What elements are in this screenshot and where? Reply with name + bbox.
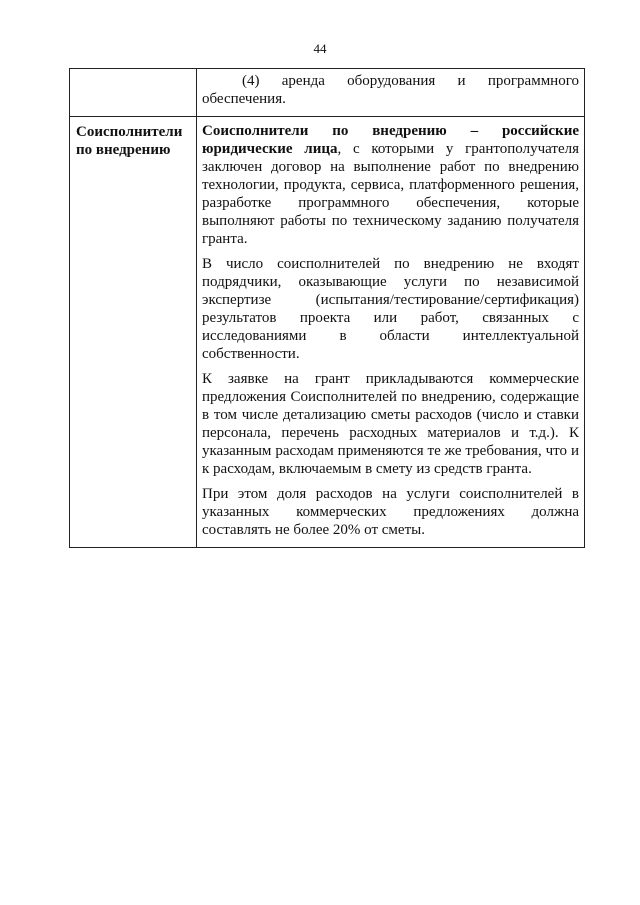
table-row <box>70 69 585 117</box>
definition-paragraph-4: При этом доля расходов на услуги соисполнителей в указанных коммерческих предложениях должна составлять не более 20% от сметы. <box>202 486 579 538</box>
table-row <box>70 117 585 548</box>
definition-cell <box>197 117 585 548</box>
definition-paragraph-1 <box>202 122 579 248</box>
definition-paragraph-2: В число соисполнителей по внедрению не входят подрядчики, оказывающие услуги по независимой экспертизе (испытания/тестирование/сертификация) результатов проекта или работ, связанных с исследованиями в области интеллектуальной собственности. <box>202 256 579 362</box>
grant-definitions-table <box>69 68 585 548</box>
term-cell-empty <box>70 69 197 117</box>
page-number: 44 <box>313 41 327 56</box>
definition-term-bold: Соисполнители по внедрению – российские юридические лица <box>202 123 579 157</box>
definition-text: , с которыми у грантополучателя заключен договор на выполнение работ по внедрению технологии, продукта, сервиса, платформенного решения, разработке программного обеспечения, которые выполняют работы по техническому заданию получателя гранта. <box>202 141 579 247</box>
definition-cell <box>197 69 585 117</box>
definition-paragraph-3: К заявке на грант прикладываются коммерческие предложения Соисполнителей по внедрению, содержащие в том числе детализацию сметы расходов (число и ставки персонала, перечень расходных материалов и т.д.). К указанным расходам применяются те же требования, что и к расходам, включаемым в смету из средств гранта. <box>202 371 579 477</box>
term-label: Соисполнители по внедрению <box>76 124 183 158</box>
list-item-equipment-rental: (4) аренда оборудования и программного обеспечения. <box>202 73 579 107</box>
term-cell <box>70 117 197 548</box>
